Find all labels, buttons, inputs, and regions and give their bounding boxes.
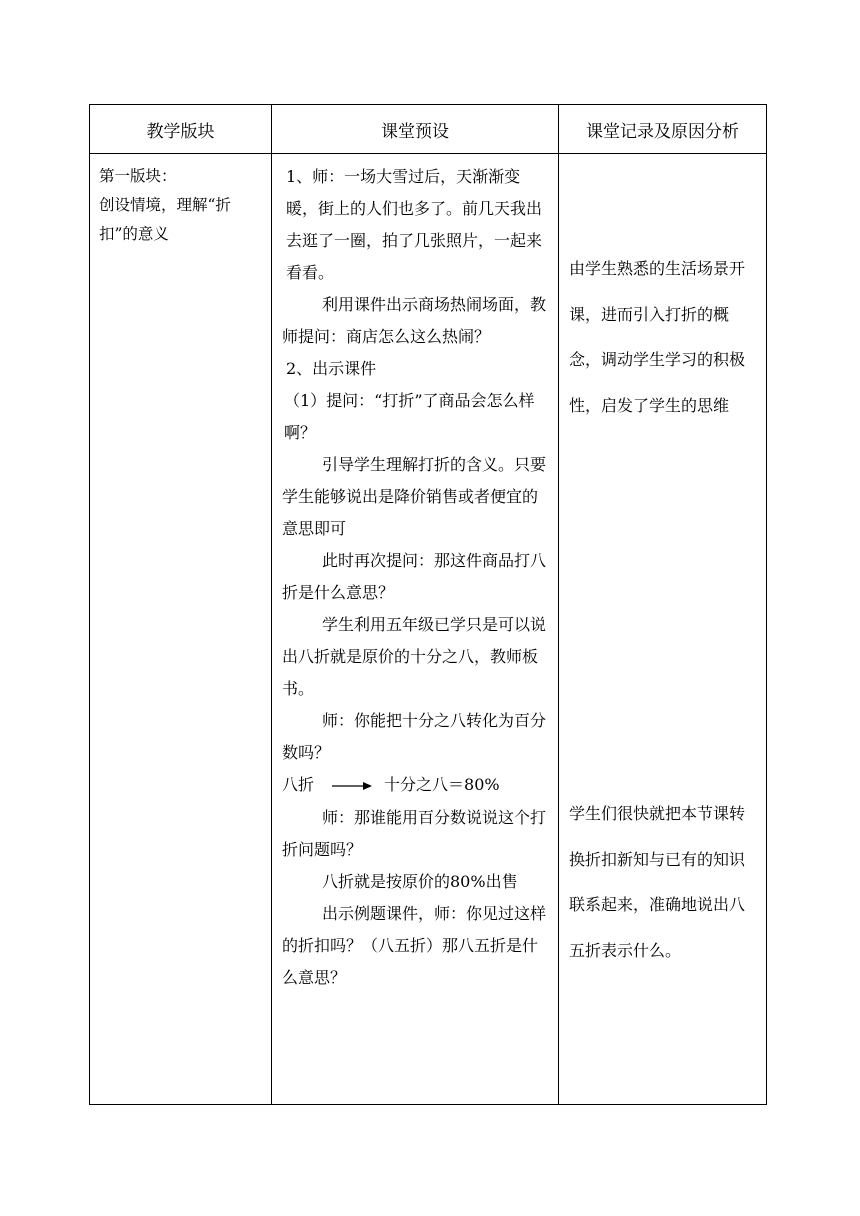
analysis-cell [559,154,767,1105]
table-row [90,154,767,1105]
preset-paragraph-8: 师：你能把十分之八转化为百分数吗？ [282,711,547,762]
preset-paragraph-1: 1、师：一场大雪过后，天渐渐变暖，街上的人们也多了。前几天我出去逛了一圈，拍了几张照片，一起来看看。 [286,167,543,282]
section-subtitle: 创设情境，理解“折扣”的意义 [99,196,231,243]
analysis-note-2: 学生们很快就把本节课转换折扣新知与已有的知识联系起来，准确地说出八五折表示什么。 [569,804,746,960]
preset-paragraph-5: 引导学生理解打折的含义。只要学生能够说出是降价销售或者便宜的意思即可 [282,455,547,538]
conversion-left: 八折 [282,775,315,794]
preset-paragraph-10: 八折就是按原价的80%出售 [322,871,518,891]
analysis-note-1: 由学生熟悉的生活场景开课，进而引入打折的概念，调动学生学习的积极性，启发了学生的思维 [569,259,746,415]
arrow-right-icon [332,770,372,802]
preset-paragraph-7: 学生利用五年级已学只是可以说出八折就是原价的十分之八，教师板书。 [282,615,547,698]
conversion-right: 十分之八＝80% [384,775,500,794]
preset-cell [272,154,559,1105]
preset-paragraph-4: （1）提问：“打折”了商品会怎么样啊？ [284,391,535,442]
preset-paragraph-11: 出示例题课件，师：你见过这样的折扣吗？（八五折）那八五折是什么意思？ [282,903,547,987]
section-title: 第一版块： [99,167,177,185]
header-record-analysis: 课堂记录及原因分析 [559,105,767,154]
preset-paragraph-3: 2、出示课件 [286,359,377,378]
header-teaching-section: 教学版块 [90,105,272,154]
preset-paragraph-9: 师：那谁能用百分数说说这个打折问题吗？ [282,807,547,859]
table-header-row [90,105,767,154]
section-cell [90,154,272,1105]
lesson-plan-table [89,104,767,1105]
conversion-line [282,769,548,802]
preset-paragraph-2: 利用课件出示商场热闹场面，教师提问：商店怎么这么热闹？ [282,295,547,346]
preset-paragraph-6: 此时再次提问：那这件商品打八折是什么意思？ [282,551,547,602]
header-class-preset: 课堂预设 [272,105,559,154]
